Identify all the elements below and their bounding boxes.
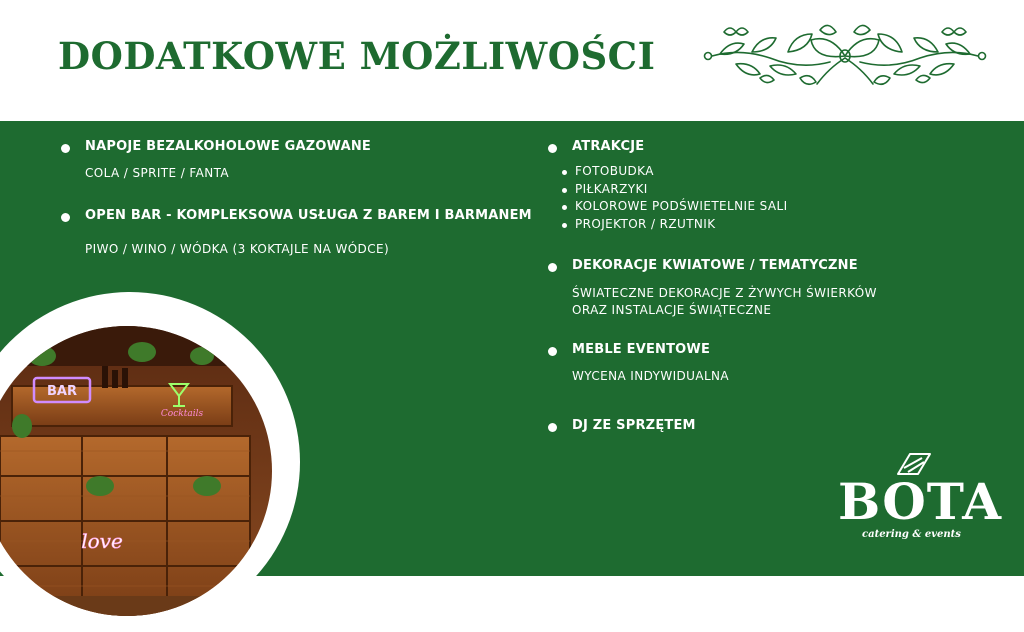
page-title: DODATKOWE MOŻLIWOŚCI <box>58 34 656 78</box>
item-heading: DEKORACJE KWIATOWE / TEMATYCZNE <box>572 258 858 273</box>
item-heading: MEBLE EVENTOWE <box>572 342 711 357</box>
bullet-icon <box>548 423 557 432</box>
floral-ornament-icon <box>700 18 990 96</box>
item-detail: PIWO / WINO / WÓDKA (3 KOKTAJLE NA WÓDCE) <box>85 242 390 256</box>
list-item: PROJEKTOR / RZUTNIK <box>562 216 788 234</box>
item-detail: WYCENA INDYWIDUALNA <box>572 369 730 383</box>
item-detail-line-2: ORAZ INSTALACJE ŚWIĄTECZNE <box>572 303 772 317</box>
item-detail: COLA / SPRITE / FANTA <box>85 166 229 180</box>
bullet-icon <box>61 213 70 222</box>
neon-cocktails-text: Cocktails <box>160 409 204 419</box>
neon-bar-text: BAR <box>47 384 77 399</box>
attractions-list <box>562 163 788 233</box>
neon-love-text: love <box>81 529 123 553</box>
bullet-icon <box>548 263 557 272</box>
bota-logo <box>830 452 1003 548</box>
item-heading: NAPOJE BEZALKOHOLOWE GAZOWANE <box>85 139 371 154</box>
logo-name: BOTA <box>838 472 1003 531</box>
item-heading: DJ ZE SPRZĘTEM <box>572 418 696 433</box>
logo-tagline: catering & events <box>862 529 961 540</box>
bullet-icon <box>61 144 70 153</box>
list-item: FOTOBUDKA <box>562 163 788 181</box>
list-item: PIŁKARZYKI <box>562 181 788 199</box>
bullet-icon <box>548 144 557 153</box>
header <box>0 0 1024 121</box>
bullet-icon <box>548 347 557 356</box>
item-heading: ATRAKCJE <box>572 139 645 154</box>
list-item: KOLOROWE PODŚWIETELNIE SALI <box>562 198 788 216</box>
item-detail-line-1: ŚWIATECZNE DEKORACJE Z ŻYWYCH ŚWIERKÓW <box>572 286 877 300</box>
item-heading: OPEN BAR - KOMPLEKSOWA USŁUGA Z BAREM I BARMANEM <box>85 208 532 223</box>
